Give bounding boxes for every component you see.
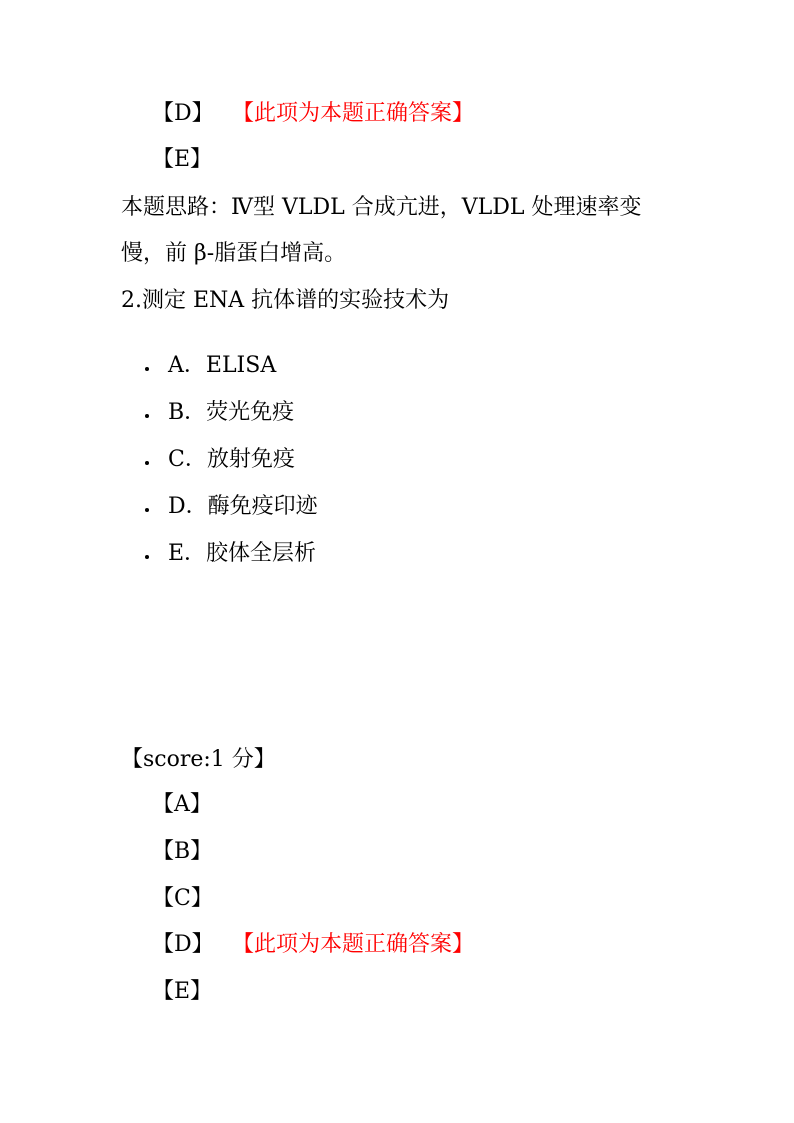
q2-choice-label: E．胶体全层析: [168, 541, 317, 566]
q1-explanation-line-2: 慢，前 β-脂蛋白增高。: [121, 241, 347, 266]
q2-choice-label: A．ELISA: [168, 353, 277, 378]
q2-choice-label: D．酶免疫印迹: [168, 494, 318, 519]
q2-answer-option-b: 【B】: [152, 839, 213, 864]
bullet-icon: [145, 508, 149, 512]
bullet-icon: [145, 461, 149, 465]
q2-choice-label: B．荧光免疫: [168, 400, 295, 425]
q1-explanation-line-1: 本题思路：Ⅳ型 VLDL 合成亢进，VLDL 处理速率变: [121, 195, 642, 220]
q2-score: 【score:1 分】: [121, 747, 276, 772]
q2-question-text: 2.测定 ENA 抗体谱的实验技术为: [121, 288, 450, 313]
bullet-icon: [145, 367, 149, 371]
q1-option-d-label: 【D】: [152, 101, 214, 126]
q1-option-e-label: 【E】: [152, 147, 213, 172]
bullet-icon: [145, 555, 149, 559]
q2-correct-answer-mark: 【此项为本题正确答案】: [232, 932, 475, 957]
bullet-icon: [145, 414, 149, 418]
q2-choice-label: C．放射免疫: [168, 447, 295, 472]
q2-answer-option-c: 【C】: [152, 886, 213, 911]
q1-correct-answer-mark: 【此项为本题正确答案】: [232, 101, 475, 126]
q2-answer-option-d: 【D】: [152, 932, 214, 957]
q2-answer-option-e: 【E】: [152, 979, 213, 1004]
q2-answer-option-a: 【A】: [152, 792, 212, 817]
